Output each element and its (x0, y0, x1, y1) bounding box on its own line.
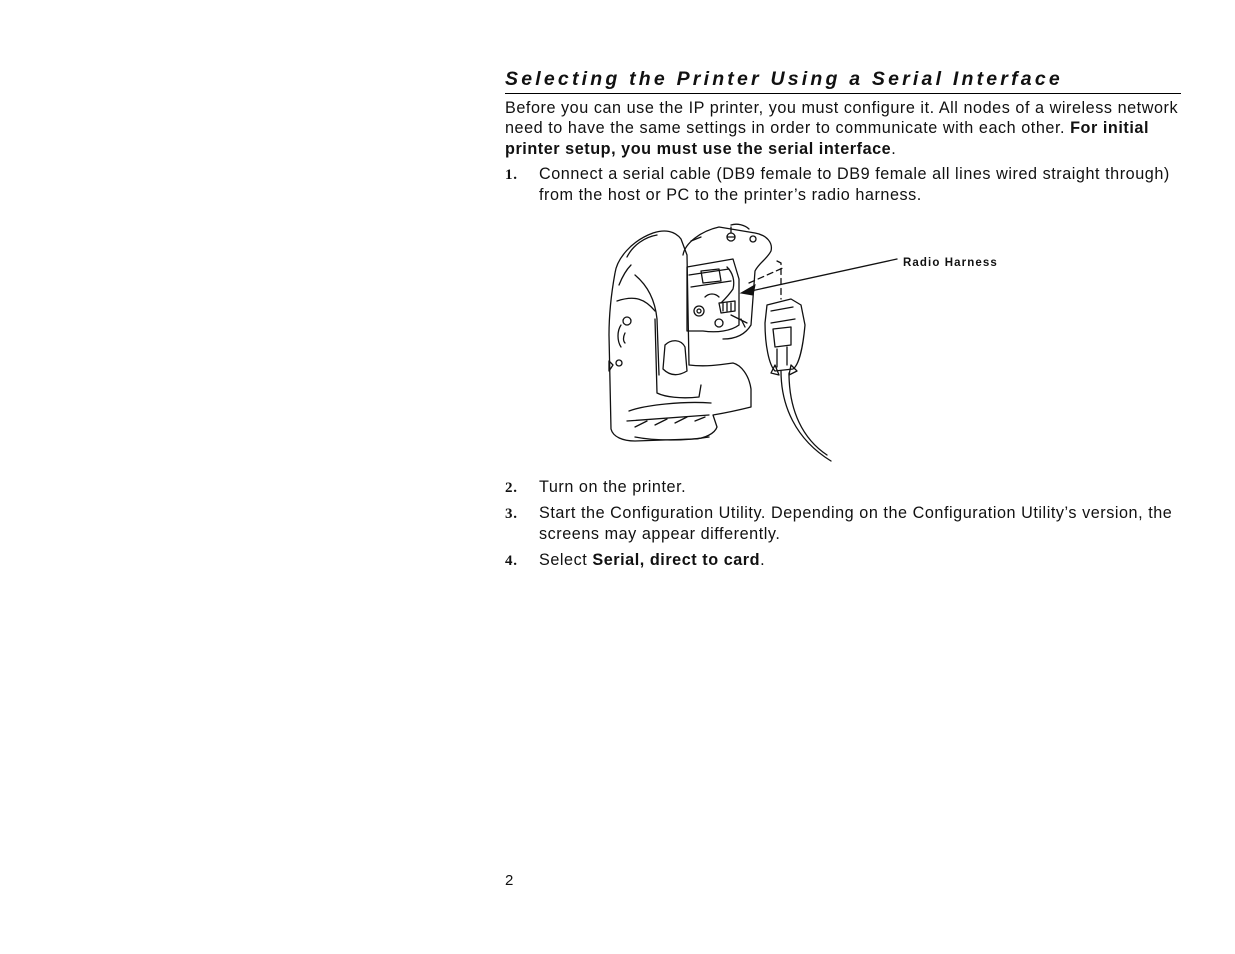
step-number: 4. (505, 553, 518, 570)
step-number: 1. (505, 167, 518, 184)
content-column (505, 68, 1181, 577)
step-4 (505, 550, 1181, 570)
step-text: Turn on the printer. (539, 478, 687, 497)
intro-end: . (891, 139, 897, 158)
radio-harness-callout-label: Radio Harness (903, 257, 998, 270)
step-text: Select (539, 551, 593, 570)
step-text: Start the Configuration Utility. Depending on the Configuration Utility’s version, the screens may appear differently. (539, 504, 1173, 543)
section-title: Selecting the Printer Using a Serial Interface (505, 68, 1063, 90)
step-number: 2. (505, 480, 518, 497)
printer-illustration (505, 215, 1181, 473)
step-2 (505, 477, 1181, 497)
step-3 (505, 503, 1181, 544)
step-number: 3. (505, 506, 518, 523)
intro-paragraph (505, 98, 1181, 159)
intro-text: Before you can use the IP printer, you must configure it. All nodes of a wireless network need to have the same settings in order to communicate with each other. (505, 99, 1179, 138)
step-text-end: . (760, 551, 766, 570)
title-rule (505, 93, 1181, 94)
step-1 (505, 164, 1181, 205)
printer-radio-harness-figure (505, 215, 1181, 473)
step-bold-text: Serial, direct to card (592, 551, 761, 570)
page-number: 2 (505, 872, 514, 889)
step-text: Connect a serial cable (DB9 female to DB9 female all lines wired straight through) from the host or PC to the printer’s radio harness. (539, 165, 1170, 204)
intro-bold-text: For initial printer setup, you must use the serial interface (505, 119, 1149, 158)
